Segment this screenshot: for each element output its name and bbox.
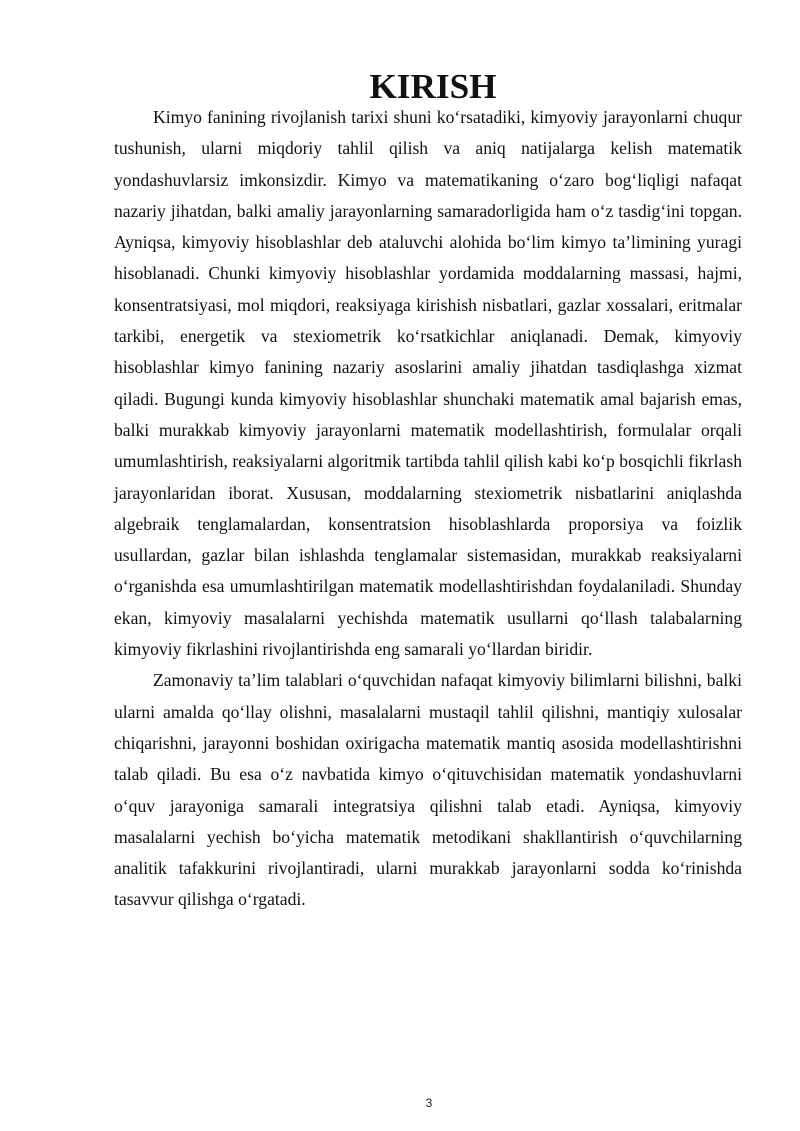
paragraph-2: Zamonaviy ta’lim talablari o‘quvchidan nafaqat kimyoviy bilimlarni bilishni, balki ularni amalda qo‘llay olishni, masalalarni mustaqil tahlil qilishni, mantiqiy xulosalar chiqarishni, jarayonni boshidan oxirigacha matematik mantiq asosida modellashtirishni talab qiladi. Bu esa o‘z navbatida kimyo o‘qituvchisidan matematik yondashuvlarni o‘quv jarayoniga samarali integratsiya qilishni talab etadi. Ayniqsa, kimyoviy masalalarni yechish bo‘yicha matematik metodikani shakllantirish o‘quvchilarning analitik tafakkurini rivojlantiradi, ularni murakkab jarayonlarni sodda ko‘rinishda tasavvur qilishga o‘rgatadi. [114,670,742,910]
paragraph-1: Kimyo fanining rivojlanish tarixi shuni ko‘rsatadiki, kimyoviy jarayonlarni chuqur tushunish, ularni miqdoriy tahlil qilish va aniq natijalarga kelish matematik yondashuvlarsiz imkonsizdir. Kimyo va matematikaning o‘zaro bog‘liqligi nafaqat nazariy jihatdan, balki amaliy jarayonlarning samaradorligida ham o‘z tasdig‘ini topgan. Ayniqsa, kimyoviy hisoblashlar deb ataluvchi alohida bo‘lim kimyo ta’limining yuragi hisoblanadi. Chunki kimyoviy hisoblashlar yordamida moddalarning massasi, hajmi, konsentratsiyasi, mol miqdori, reaksiyaga kirishish nisbatlari, gazlar xossalari, eritmalar tarkibi, energetik va stexiometrik ko‘rsatkichlar aniqlanadi. Demak, kimyoviy hisoblashlar kimyo fanining nazariy asoslarini amaliy jihatdan tasdiqlashga xizmat qiladi. Bugungi kunda kimyoviy hisoblashlar shunchaki matematik amal bajarish emas, balki murakkab kimyoviy jarayonlarni matematik modellashtirish, formulalar orqali umumlashtirish, reaksiyalarni algoritmik tartibda tahlil qilish kabi ko‘p bosqichli fikrlash jarayonlaridan iborat. Xususan, moddalarning stexiometrik nisbatlarini aniqlashda algebraik tenglamalardan, konsentratsion hisoblashlarda proporsiya va foizlik usullardan, gazlar bilan ishlashda tenglamalar sistemasidan, murakkab reaksiyalarni o‘rganishda esa umumlashtirilgan matematik modellashtirishdan foydalaniladi. Shunday ekan, kimyoviy masalalarni yechishda matematik usullarni qo‘llash talabalarning kimyoviy fikrlashini rivojlantirishda eng samarali yo‘llardan biridir. [114,107,742,660]
document-body [114,67,742,916]
section-title: KIRISH [369,67,497,106]
page-number: 3 [425,1096,433,1110]
